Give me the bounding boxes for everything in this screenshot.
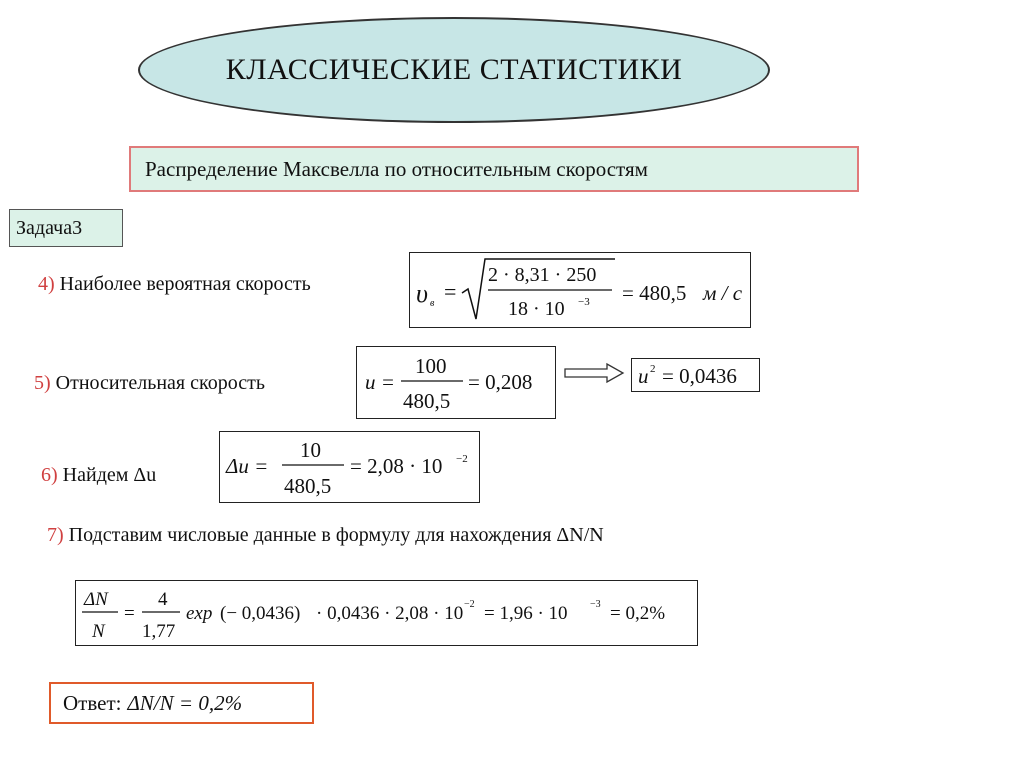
f6-denominator: 480,5 bbox=[284, 474, 332, 498]
f4-unit: м / с bbox=[703, 281, 743, 305]
formula-7-box bbox=[75, 580, 698, 646]
step-7-number: 7) bbox=[47, 524, 64, 546]
formula-4-svg bbox=[410, 253, 749, 326]
f7-eq: = bbox=[124, 603, 135, 624]
page-title: КЛАССИЧЕСКИЕ СТАТИСТИКИ bbox=[225, 53, 683, 86]
f4-den-exponent: −3 bbox=[578, 296, 590, 308]
step-6-text: Найдем Δu bbox=[62, 464, 157, 486]
answer-formula: ΔN/N = 0,2% bbox=[127, 690, 243, 715]
f7-tail: = 0,2% bbox=[610, 603, 666, 624]
f4-denominator: 18 · 10 bbox=[508, 298, 565, 320]
f5-lhs: u = bbox=[365, 370, 395, 394]
f4-numerator: 2 · 8,31 · 250 bbox=[488, 264, 597, 286]
step-6 bbox=[41, 464, 156, 487]
step-4-number: 4) bbox=[38, 273, 55, 295]
formula-6-svg bbox=[220, 432, 478, 501]
formula-6-box bbox=[219, 431, 480, 503]
f7-lhs-denominator: N bbox=[92, 621, 105, 642]
formula-5b-box bbox=[631, 358, 760, 392]
title-ellipse bbox=[138, 17, 770, 123]
f7-lhs-numerator: ΔN bbox=[84, 589, 108, 610]
f5-numerator: 100 bbox=[415, 354, 447, 378]
step-4-text: Наиболее вероятная скорость bbox=[59, 273, 311, 295]
formula-4-box bbox=[409, 252, 751, 328]
step-5-text: Относительная скорость bbox=[55, 372, 265, 394]
step-7-text: Подставим числовые данные в формулу для нахождения ΔN/N bbox=[68, 524, 604, 546]
f6-result: = 2,08 · 10 bbox=[350, 454, 443, 478]
answer-box bbox=[49, 682, 314, 724]
f7-frac-denominator: 1,77 bbox=[142, 621, 176, 642]
step-7 bbox=[47, 524, 604, 547]
step-5-number: 5) bbox=[34, 372, 51, 394]
f5-denominator: 480,5 bbox=[403, 389, 451, 413]
f4-lhs: υ bbox=[416, 279, 428, 308]
f7-rest-exponent: −2 bbox=[464, 599, 475, 610]
f7-frac-numerator: 4 bbox=[158, 589, 168, 610]
f6-numerator: 10 bbox=[300, 438, 321, 462]
arrow-right-icon bbox=[563, 362, 625, 384]
formula-5b-svg bbox=[632, 359, 758, 390]
f4-lhs-sub: в bbox=[430, 298, 435, 309]
answer-label: Ответ: bbox=[63, 690, 122, 715]
f6-lhs: Δu = bbox=[226, 454, 269, 478]
f7-exp-arg: (− 0,0436) bbox=[220, 603, 301, 624]
f6-exponent: −2 bbox=[456, 453, 468, 465]
subtitle-text: Распределение Максвелла по относительным скоростям bbox=[145, 156, 648, 181]
subtitle-box bbox=[129, 146, 859, 192]
step-4 bbox=[38, 273, 311, 296]
formula-5-svg bbox=[357, 347, 554, 417]
formula-5-box bbox=[356, 346, 556, 419]
f7-mid: = 1,96 · 10 bbox=[484, 603, 568, 624]
f5b-exponent: 2 bbox=[650, 363, 656, 375]
f4-eq: = bbox=[444, 279, 457, 304]
f7-rest: · 0,0436 · 2,08 · 10 bbox=[316, 603, 464, 624]
f5b-result: = 0,0436 bbox=[662, 364, 737, 388]
formula-7-svg bbox=[76, 581, 696, 644]
f4-result: = 480,5 bbox=[622, 281, 687, 305]
f5-result: = 0,208 bbox=[468, 370, 533, 394]
f7-mid-exponent: −3 bbox=[590, 599, 601, 610]
step-5 bbox=[34, 372, 265, 395]
f7-exp-func: exp bbox=[186, 603, 213, 624]
task-label: Задача3 bbox=[16, 216, 83, 239]
f5b-lhs: u bbox=[638, 364, 649, 388]
task-label-box bbox=[9, 209, 123, 247]
step-6-number: 6) bbox=[41, 464, 58, 486]
